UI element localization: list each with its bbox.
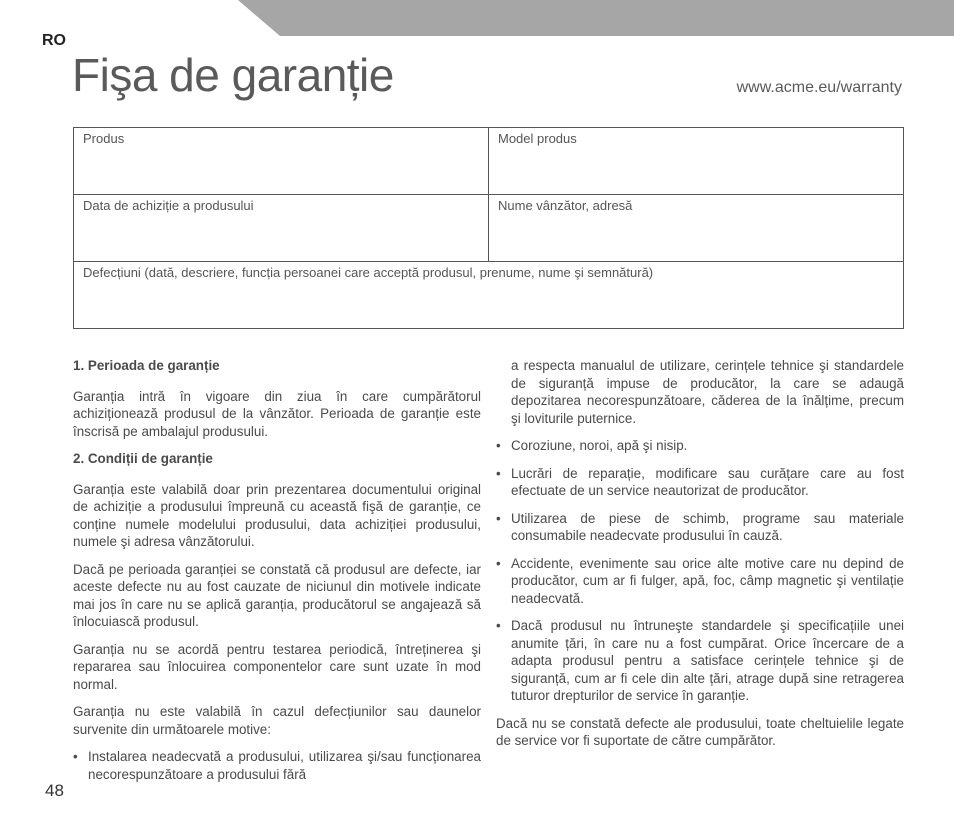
model-label: Model produs — [498, 131, 577, 146]
paragraph: Garanția nu este valabilă în cazul defecțiunilor sau daunelor survenite din următoarele motive: — [73, 704, 481, 737]
defects-field[interactable] — [74, 262, 903, 328]
model-field[interactable] — [489, 128, 903, 195]
language-code: RO — [42, 32, 66, 49]
purchase-date-label: Data de achiziție a produsului — [83, 198, 254, 213]
exclusions-list-continued — [496, 357, 904, 705]
list-item: • Lucrări de reparație, modificare sau curățare care au fost efectuate de un service neautorizat de producător. — [496, 465, 904, 500]
list-item: • Accidente, evenimente sau orice alte motive care nu depind de producător, cum ar fi fulger, apă, foc, câmp magnetic şi ventilație neadecvată. — [496, 555, 904, 608]
header-band — [0, 0, 954, 36]
section-heading-warranty-period: 1. Perioada de garanție — [73, 358, 220, 373]
paragraph: Dacă pe perioada garanției se constată că produsul are defecte, iar aceste defecte nu au fost cauzate de niciunul din motivele indicate mai jos în care nu se aplică garanția, producătorul se angajează să înlocuiască produsul. — [73, 561, 481, 629]
paragraph: Dacă nu se constată defecte ale produsului, toate cheltuielile legate de service vor fi suportate de către cumpărător. — [496, 715, 904, 748]
paragraph: Garanția este valabilă doar prin prezentarea documentului original de achiziție a produsului împreună cu această fişă de garanție, ce conține numele modelului produsului, data achiziției produsului, numele şi adresa vânzătorului. — [73, 481, 481, 549]
paragraph: Garanția intră în vigoare din ziua în care cumpărătorul achiziționează produsul de la vânzător. Perioada de garanție este înscrisă pe ambalajul produsului. — [73, 388, 481, 439]
seller-field[interactable] — [489, 195, 903, 262]
warranty-url[interactable]: www.acme.eu/warranty — [736, 79, 902, 96]
product-field[interactable] — [74, 128, 489, 195]
purchase-date-field[interactable] — [74, 195, 489, 262]
left-column — [73, 357, 481, 793]
page-title: Fişa de garanție — [72, 49, 394, 101]
page-number: 48 — [45, 781, 64, 800]
section-heading-warranty-conditions: 2. Condiții de garanție — [73, 451, 213, 466]
product-label: Produs — [83, 131, 125, 146]
paragraph: Garanția nu se acordă pentru testarea periodică, întreținerea şi repararea sau înlocuirea componentelor care sunt uzate în mod normal. — [73, 641, 481, 692]
list-item: • Instalarea neadecvată a produsului, utilizarea şi/sau funcționarea necorespunzătoare a produsului fără — [73, 748, 481, 783]
right-column — [496, 357, 904, 760]
list-item: • Dacă produsul nu întruneşte standardele şi specificațiile unei anumite țări, în care nu a fost cumpărat. Orice încercare de a adapta produsul pentru a satisface cerințele tehnice şi de siguranță, cum ar fi cele din alte țări, atrage după sine retragerea tuturor drepturilor de service în garanție. — [496, 617, 904, 705]
list-item: • Utilizarea de piese de schimb, programe sau materiale consumabile neadecvate produsului în cauză. — [496, 510, 904, 545]
list-item: • Coroziune, noroi, apă şi nisip. — [496, 437, 904, 455]
seller-label: Nume vânzător, adresă — [498, 198, 633, 213]
defects-label: Defecțiuni (dată, descriere, funcția persoanei care acceptă produsul, prenume, nume şi semnătură) — [83, 265, 654, 280]
exclusions-list — [73, 748, 481, 783]
warranty-form-table — [73, 127, 904, 329]
list-item-continuation: a respecta manualul de utilizare, cerințele tehnice şi standardele de siguranță impuse de producător, la care se adaugă depozitarea necorespunzătoare, căderea de la înălțime, precum şi loviturile puternice. — [511, 358, 904, 426]
